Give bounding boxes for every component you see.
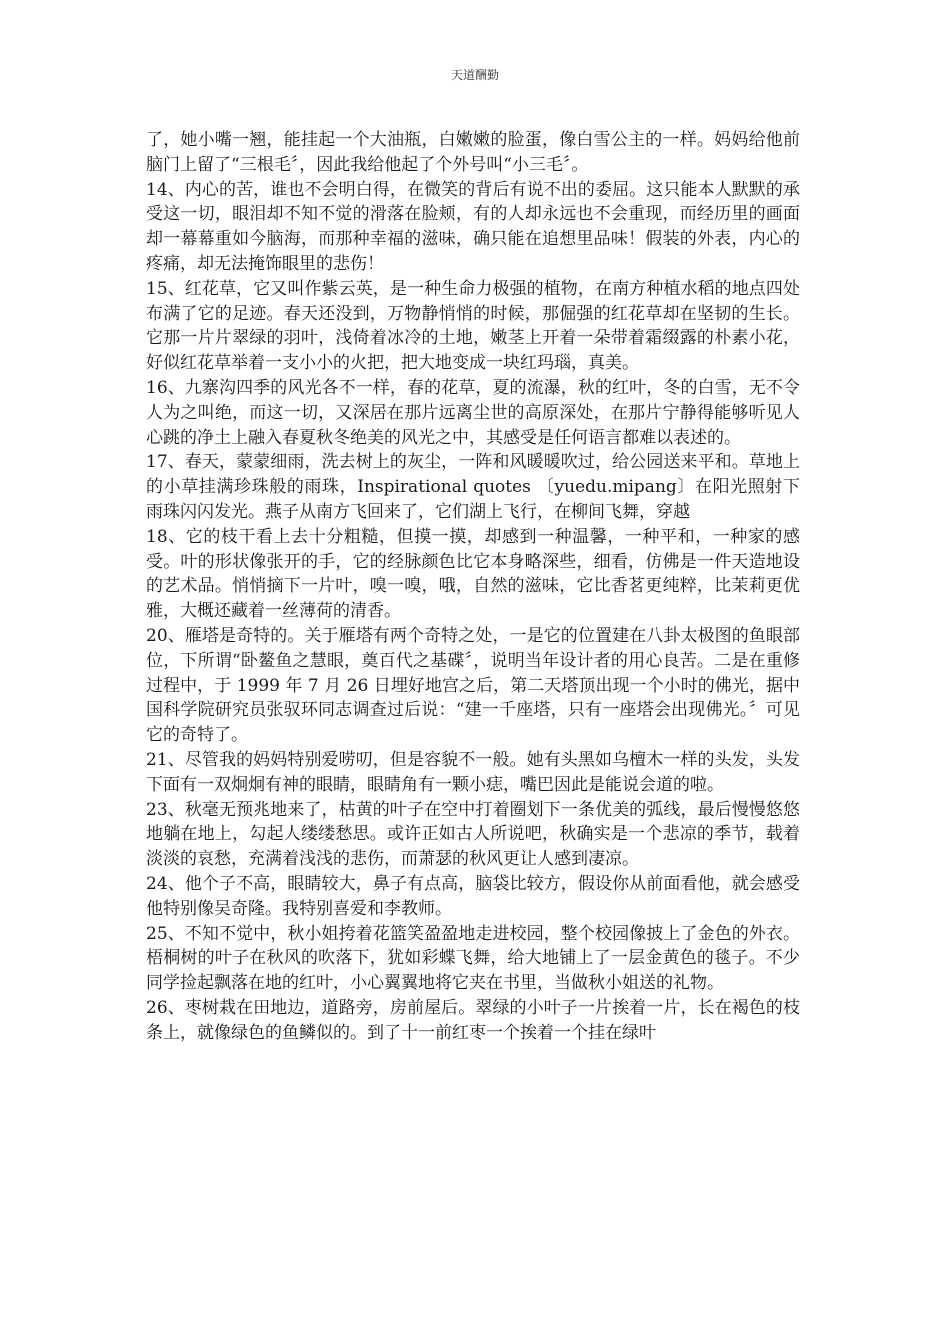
paragraph-15: 15、红花草，它又叫作紫云英，是一种生命力极强的植物，在南方种植水稻的地点四处布满了它的足迹。春天还没到，万物静悄悄的时候，那倔强的红花草却在坚韧的生长。它那一片片翠绿的羽叶，浅倚着冰冷的土地，嫩茎上开着一朵带着霜缀露的朴素小花，好似红花草举着一支小小的火把，把大地变成一块红玛瑙，真美。: [146, 278, 800, 374]
document-body: [146, 128, 800, 1045]
paragraph-continuation: 了，她小嘴一翘，能挂起一个大油瓶，白嫩嫩的脸蛋，像白雪公主的一样。妈妈给他前脑门上留了“三根毛〞，因此我给他起了个外号叫“小三毛〞。: [146, 130, 800, 175]
paragraph-14: 14、内心的苦，谁也不会明白得，在微笑的背后有说不出的委屈。这只能本人默默的承受这一切，眼泪却不知不觉的滑落在脸颊，有的人却永远也不会重现，而经历里的画面却一幕幕重如今脑海，而那种幸福的滋味，确只能在追想里品味！假装的外表，内心的疼痛，却无法掩饰眼里的悲伤！: [146, 179, 800, 274]
paragraph-26: 26、枣树栽在田地边，道路旁，房前屋后。翠绿的小叶子一片挨着一片，长在褐色的枝条上，就像绿色的鱼鳞似的。到了十一前红枣一个挨着一个挂在绿叶: [146, 997, 800, 1043]
paragraph-23: 23、秋毫无预兆地来了，枯黄的叶子在空中打着圈划下一条优美的弧线，最后慢慢悠悠地躺在地上，勾起人缕缕愁思。或许正如古人所说吧，秋确实是一个悲凉的季节，载着淡淡的哀愁，充满着浅浅的悲伤，而萧瑟的秋风更让人感到凄凉。: [146, 799, 800, 870]
paragraph-25: 25、不知不觉中，秋小姐挎着花篮笑盈盈地走进校园，整个校园像披上了金色的外衣。梧桐树的叶子在秋风的吹落下，犹如彩蝶飞舞，给大地铺上了一层金黄色的毯子。不少同学捡起飘落在地的红叶，小心翼翼地将它夹在书里，当做秋小姐送的礼物。: [146, 923, 800, 994]
paragraph-18: 18、它的枝干看上去十分粗糙，但摸一摸，却感到一种温馨，一种平和，一种家的感受。叶的形状像张开的手，它的经脉颜色比它本身略深些，细看，仿佛是一件天造地设的艺术品。悄悄摘下一片叶，嗅一嗅，哦，自然的滋味，它比香茗更纯粹，比茉莉更优雅，大概还藏着一丝薄荷的清香。: [146, 526, 800, 622]
paragraph-20: 20、雁塔是奇特的。关于雁塔有两个奇特之处，一是它的位置建在八卦太极图的鱼眼部位，下所谓“卧鳌鱼之慧眼，奠百代之基碟〞，说明当年设计者的用心良苦。二是在重修过程中，于 1999 年 7 月 26 日埋好地宫之后，第二天塔顶出现一个小时的佛光，据中国科学院研究员张驭环同志调查过后说：“建一千座塔，只有一座塔会出现佛光。〞可见它的奇特了。: [146, 625, 800, 746]
paragraph-21: 21、尽管我的妈妈特别爱唠叨，但是容貌不一般。她有头黑如乌檀木一样的头发，头发下面有一双炯炯有神的眼睛，眼睛角有一颗小痣，嘴巴因此是能说会道的啦。: [146, 749, 800, 795]
paragraph-24: 24、他个子不高，眼睛较大，鼻子有点高，脑袋比较方，假设你从前面看他，就会感受他特别像吴奇隆。我特别喜爱和李教师。: [146, 873, 800, 919]
paragraph-16: 16、九寨沟四季的风光各不一样，春的花草，夏的流瀑，秋的红叶，冬的白雪，无不令人为之叫绝，而这一切，又深居在那片远离尘世的高原深处，在那片宁静得能够听见人心跳的净土上融入春夏秋冬绝美的风光之中，其感受是任何语言都难以表述的。: [146, 377, 800, 448]
paragraph-17: 17、春天，蒙蒙细雨，洗去树上的灰尘，一阵和风暖暖吹过，给公园送来平和。草地上的小草挂满珍珠般的雨珠，Inspirational quotes 〔yuedu.mipang〕在阳光照射下雨珠闪闪发光。燕子从南方飞回来了，它们湖上飞行，在柳间飞舞，穿越: [146, 452, 800, 522]
page-header: 天道酬勤: [450, 68, 499, 82]
